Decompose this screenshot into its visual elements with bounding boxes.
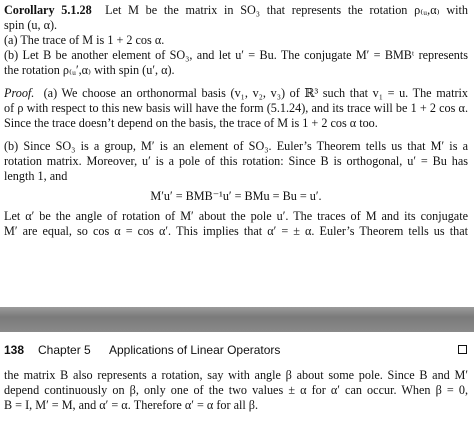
proof-line-2: of ρ with respect to this new basis will have the form (5.1.24), and its trace will be 1 + 2 cos α.	[4, 101, 468, 115]
corollary-item-a: (a) The trace of M is 1 + 2 cos α.	[4, 33, 165, 47]
proof-line-3: Since the trace doesn’t depend on the basis, the trace of M is 1 + 2 cos α too.	[4, 116, 378, 130]
corollary-statement: Let M be the matrix in SO₃ that represents the rotation ρ₍ᵤ,α₎ with	[105, 3, 468, 17]
corollary-label: Corollary 5.1.28	[4, 3, 92, 17]
proof-line-1	[4, 86, 468, 101]
next-page-line-2: depend continuously on β, only one of the two values ± α for α′ can occur. When β = 0,	[4, 383, 468, 397]
continuation-line-2: M′ are equal, so cos α = cos α′. This implies that α′ = ± α. Euler’s Theorem tells us that	[4, 224, 468, 238]
proof-b-line-3: length 1, and	[4, 169, 68, 183]
corollary-item-b: (b) Let B be another element of SO₃, and let u′ = Bu. The conjugate M′ = BMBᵗ represents	[4, 48, 468, 62]
proof-b-line-1: (b) Since SO₃ is a group, M′ is an element of SO₃. Euler’s Theorem tells us that M′ is a	[4, 139, 468, 153]
corollary-line-2: spin (u, α).	[4, 18, 58, 32]
running-header	[4, 342, 468, 360]
next-page-section	[4, 342, 468, 413]
display-equation: M′u′ = BMB⁻¹u′ = BMu = Bu = u′.	[150, 189, 322, 203]
chapter-title: Applications of Linear Operators	[109, 343, 281, 357]
end-of-proof-box	[458, 345, 467, 354]
proof-a-text: (a) We choose an orthonormal basis (v₁, v₂, v₃) of ℝ³ such that v₁ = u. The matrix	[43, 86, 468, 100]
proof-label: Proof.	[4, 86, 35, 100]
corollary-section	[4, 3, 468, 239]
continuation-line-1: Let α′ be the angle of rotation of M′ about the pole u′. The traces of M and its conjugate	[4, 209, 468, 223]
page-break-band	[0, 307, 474, 332]
next-page-line-1: the matrix B also represents a rotation, say with angle β about some pole. Since B and M′	[4, 368, 468, 382]
corollary-line-1	[4, 3, 468, 18]
chapter-label: Chapter 5	[38, 343, 91, 357]
corollary-item-b-cont: the rotation ρ₍ᵤ′,α₎ with spin (u′, α).	[4, 63, 175, 77]
proof-b-line-2: rotation matrix. Moreover, u′ is a pole of this rotation: Since B is orthogonal, u′ = Bu has	[4, 154, 468, 168]
page-number: 138	[4, 343, 25, 357]
next-page-line-3: B = I, M′ = M, and α′ = α. Therefore α′ = α for all β.	[4, 398, 259, 412]
